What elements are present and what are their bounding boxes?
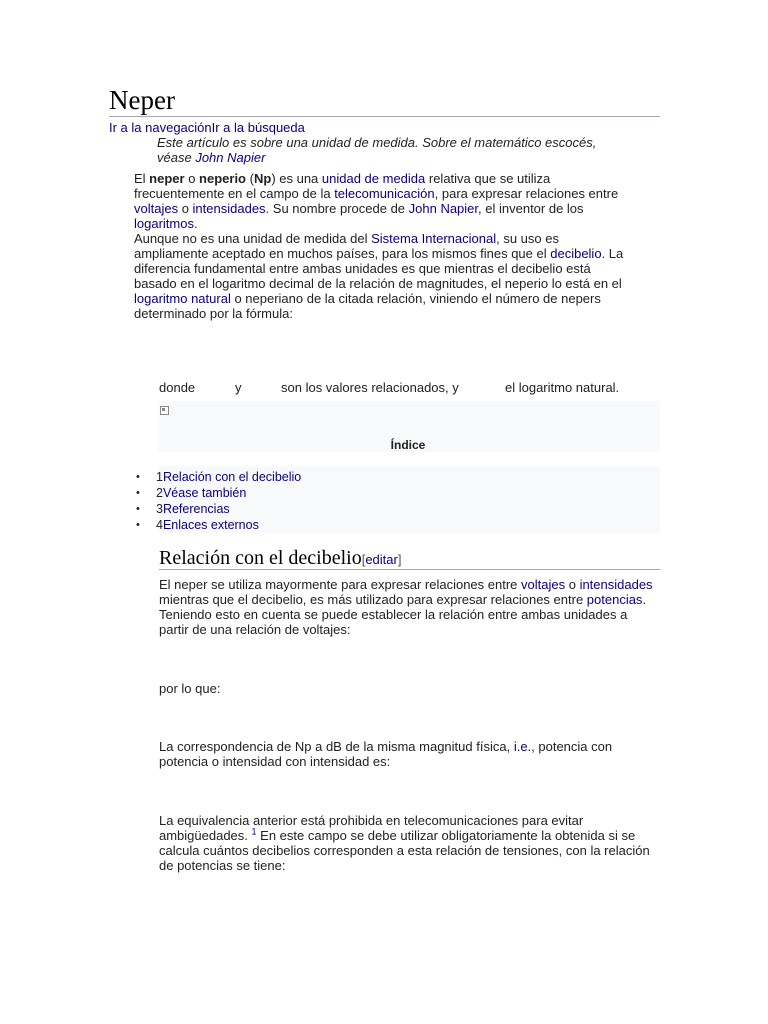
bold-term-neper: neper [149,171,185,186]
text: o neperiano de la citada relación, viniendo el número de nepers determinado por la fórmula: [134,291,601,321]
text: o [565,577,580,592]
section-paragraph-4 [159,813,659,873]
link-john-napier[interactable]: John Napier [408,201,479,216]
link-telecomunicacion[interactable]: telecomunicación [334,186,435,201]
text: Aunque no es una unidad de medida del [134,231,372,246]
text: , su uso es ampliamente aceptado en muchos países, para los mismos fines que el [134,231,559,261]
text: , potencia con potencia o intensidad con intensidad es: [159,739,613,769]
link-unidad-de-medida[interactable]: unidad de medida [321,171,426,186]
toc-toggle-checkbox[interactable] [160,406,169,415]
text: La equivalencia anterior está prohibida en telecomunicaciones para evitar ambigüedades. [159,813,584,843]
link-logaritmos[interactable]: logaritmos [134,216,194,231]
text: mientras que el decibelio, es más utilizado para expresar relaciones entre [159,592,587,607]
toc-link-relacion-decibelio[interactable]: Relación con el decibelio [162,470,302,484]
toc-link-enlaces-externos[interactable]: Enlaces externos [162,518,259,532]
toc-number: 4 [156,518,163,532]
text: el logaritmo natural. [505,380,620,395]
link-voltajes[interactable]: voltajes [521,577,566,592]
link-intensidades[interactable]: intensidades [192,201,266,216]
link-sistema-internacional[interactable]: Sistema Internacional [371,231,497,246]
link-ie[interactable]: i.e. [513,739,532,754]
text: El [134,171,150,186]
toc-item[interactable] [134,501,301,517]
link-decibelio[interactable]: decibelio [550,246,602,261]
toc-number: 1 [156,470,163,484]
text: La correspondencia de Np a dB de la misma magnitud física, [159,739,514,754]
section-paragraph-3 [159,739,659,769]
toc-item[interactable] [134,517,301,533]
link-logaritmo-natural[interactable]: logaritmo natural [134,291,231,306]
toc-item[interactable] [134,485,301,501]
section-title: Relación con el decibelio [159,547,362,569]
text: , para expresar relaciones entre [434,186,619,201]
hatnote-text: Este artículo es sobre una unidad de medida. Sobre el matemático escocés, véase [157,135,597,165]
text: . [193,216,198,231]
text: relativa que se utiliza frecuentemente en el campo de la [134,171,551,201]
text: . Su nombre procede de [265,201,409,216]
hatnote [157,135,627,165]
bold-term-np: Np [253,171,272,186]
section-paragraph-1 [159,577,659,637]
text: son los valores relacionados, y [281,380,459,395]
text: o [178,201,193,216]
toc-link-vease-tambien[interactable]: Véase también [162,486,247,500]
title-divider [109,116,660,117]
text: En este campo se debe utilizar obligatoriamente la obtenida si se calcula cuántos decibelios corresponden a esta relación de tensiones, con la relación de potencias se tiene: [159,828,650,873]
text: , el inventor de los [478,201,584,216]
bracket: ] [397,552,402,567]
text: El neper se utiliza mayormente para expresar relaciones entre [159,577,522,592]
edit-section [362,552,402,567]
text: donde [159,380,196,395]
section-divider [159,569,660,570]
hatnote-john-napier-link[interactable]: John Napier [195,150,266,165]
toc-number: 3 [156,502,163,516]
toc-link-referencias[interactable]: Referencias [162,502,230,516]
section-paragraph-2: por lo que: [159,681,221,696]
text: ) es una [271,171,322,186]
jump-to-search-link[interactable]: Ir a la búsqueda [211,120,305,135]
bold-term-neperio: neperio [199,171,247,186]
text: . Teniendo esto en cuenta se puede establecer la relación entre ambas unidades a partir de una relación de voltajes: [159,592,647,637]
intro-paragraph [134,171,624,321]
toc-number: 2 [156,486,163,500]
text: y [235,380,242,395]
reference-1-link[interactable]: 1 [251,826,257,837]
jump-to-navigation-link[interactable]: Ir a la navegación [109,120,212,135]
toc-item[interactable] [134,469,301,485]
text: ( [246,171,254,186]
link-potencias[interactable]: potencias [586,592,643,607]
text: o [184,171,200,186]
link-intensidades[interactable]: intensidades [579,577,653,592]
page-title: Neper [109,85,175,115]
link-voltajes[interactable]: voltajes [134,201,179,216]
edit-link[interactable]: editar [365,552,398,567]
jump-links [109,120,305,135]
bracket: [ [361,552,366,567]
toc-title: Índice [390,438,426,452]
table-of-contents [134,469,301,533]
text: . La diferencia fundamental entre ambas unidades es que mientras el decibelio está basado en el logaritmo decimal de la relación de magnitudes, el neperio lo está en el [134,246,624,291]
